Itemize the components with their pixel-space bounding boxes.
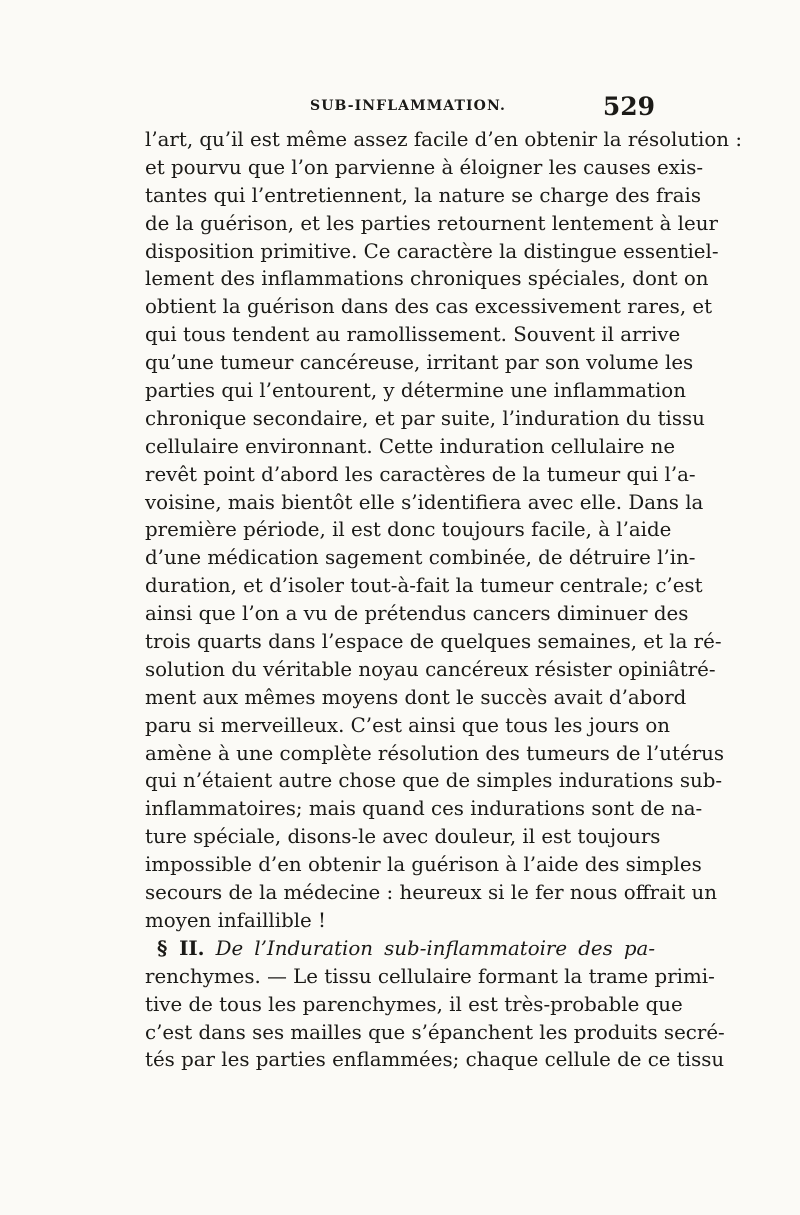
text-line: disposition primitive. Ce caractère la distingue essentiel-: [145, 239, 719, 263]
page-number: 529: [602, 92, 655, 121]
text-line: c’est dans ses mailles que s’épanchent les produits secré-: [145, 1020, 725, 1044]
text-line: amène à une complète résolution des tumeurs de l’utérus: [145, 741, 725, 765]
text-line: lement des inflammations chroniques spéciales, dont on: [145, 267, 709, 291]
text-line: ment aux mêmes moyens dont le succès avait d’abord: [145, 685, 687, 709]
section-heading: [145, 935, 655, 963]
text-line: secours de la médecine : heureux si le fer nous offrait un: [145, 881, 717, 905]
text-line: obtient la guérison dans des cas excessivement rares, et: [145, 295, 713, 319]
section-number: § II.: [157, 935, 205, 960]
text-line: tés par les parties enflammées; chaque cellule de ce tissu: [145, 1048, 725, 1072]
text-line: qu’une tumeur cancéreuse, irritant par son volume les: [145, 351, 694, 375]
text-line: revêt point d’abord les caractères de la tumeur qui l’a-: [145, 462, 696, 486]
text-line: et pourvu que l’on parvienne à éloigner les causes exis-: [145, 155, 704, 179]
text-line: paru si merveilleux. C’est ainsi que tous les jours on: [145, 713, 671, 737]
body-text: [145, 126, 742, 1074]
text-line: d’une médication sagement combinée, de détruire l’in-: [145, 546, 696, 570]
text-line: de la guérison, et les parties retournent lentement à leur: [145, 211, 718, 235]
text-line: cellulaire environnant. Cette induration cellulaire ne: [145, 434, 676, 458]
text-line: tantes qui l’entretiennent, la nature se charge des frais: [145, 183, 702, 207]
text-line: inflammatoires; mais quand ces indurations sont de na-: [145, 797, 703, 821]
section-title: De l’Induration sub-inflammatoire des pa-: [215, 936, 655, 960]
text-line: voisine, mais bientôt elle s’identifiera avec elle. Dans la: [145, 490, 704, 514]
running-title: SUB-INFLAMMATION.: [310, 98, 506, 114]
text-line: moyen infaillible !: [145, 908, 326, 932]
text-line: parties qui l’entourent, y détermine une inflammation: [145, 379, 686, 403]
text-line: ture spéciale, disons-le avec douleur, il est toujours: [145, 825, 661, 849]
text-line: impossible d’en obtenir la guérison à l’aide des simples: [145, 853, 702, 877]
text-line: qui tous tendent au ramollissement. Souvent il arrive: [145, 323, 681, 347]
text-line: l’art, qu’il est même assez facile d’en obtenir la résolution :: [145, 128, 742, 151]
text-line: qui n’étaient autre chose que de simples indurations sub-: [145, 769, 723, 793]
text-line: renchymes. — Le tissu cellulaire formant la trame primi-: [145, 964, 715, 988]
text-line: ainsi que l’on a vu de prétendus cancers diminuer des: [145, 602, 689, 626]
text-line: solution du véritable noyau cancéreux résister opiniâtré-: [145, 657, 716, 681]
text-line: trois quarts dans l’espace de quelques semaines, et la ré-: [145, 630, 722, 654]
text-line: chronique secondaire, et par suite, l’induration du tissu: [145, 406, 705, 430]
text-line: tive de tous les parenchymes, il est très-probable que: [145, 992, 683, 1016]
text-line: duration, et d’isoler tout-à-fait la tumeur centrale; c’est: [145, 574, 703, 598]
text-line: première période, il est donc toujours facile, à l’aide: [145, 518, 672, 542]
